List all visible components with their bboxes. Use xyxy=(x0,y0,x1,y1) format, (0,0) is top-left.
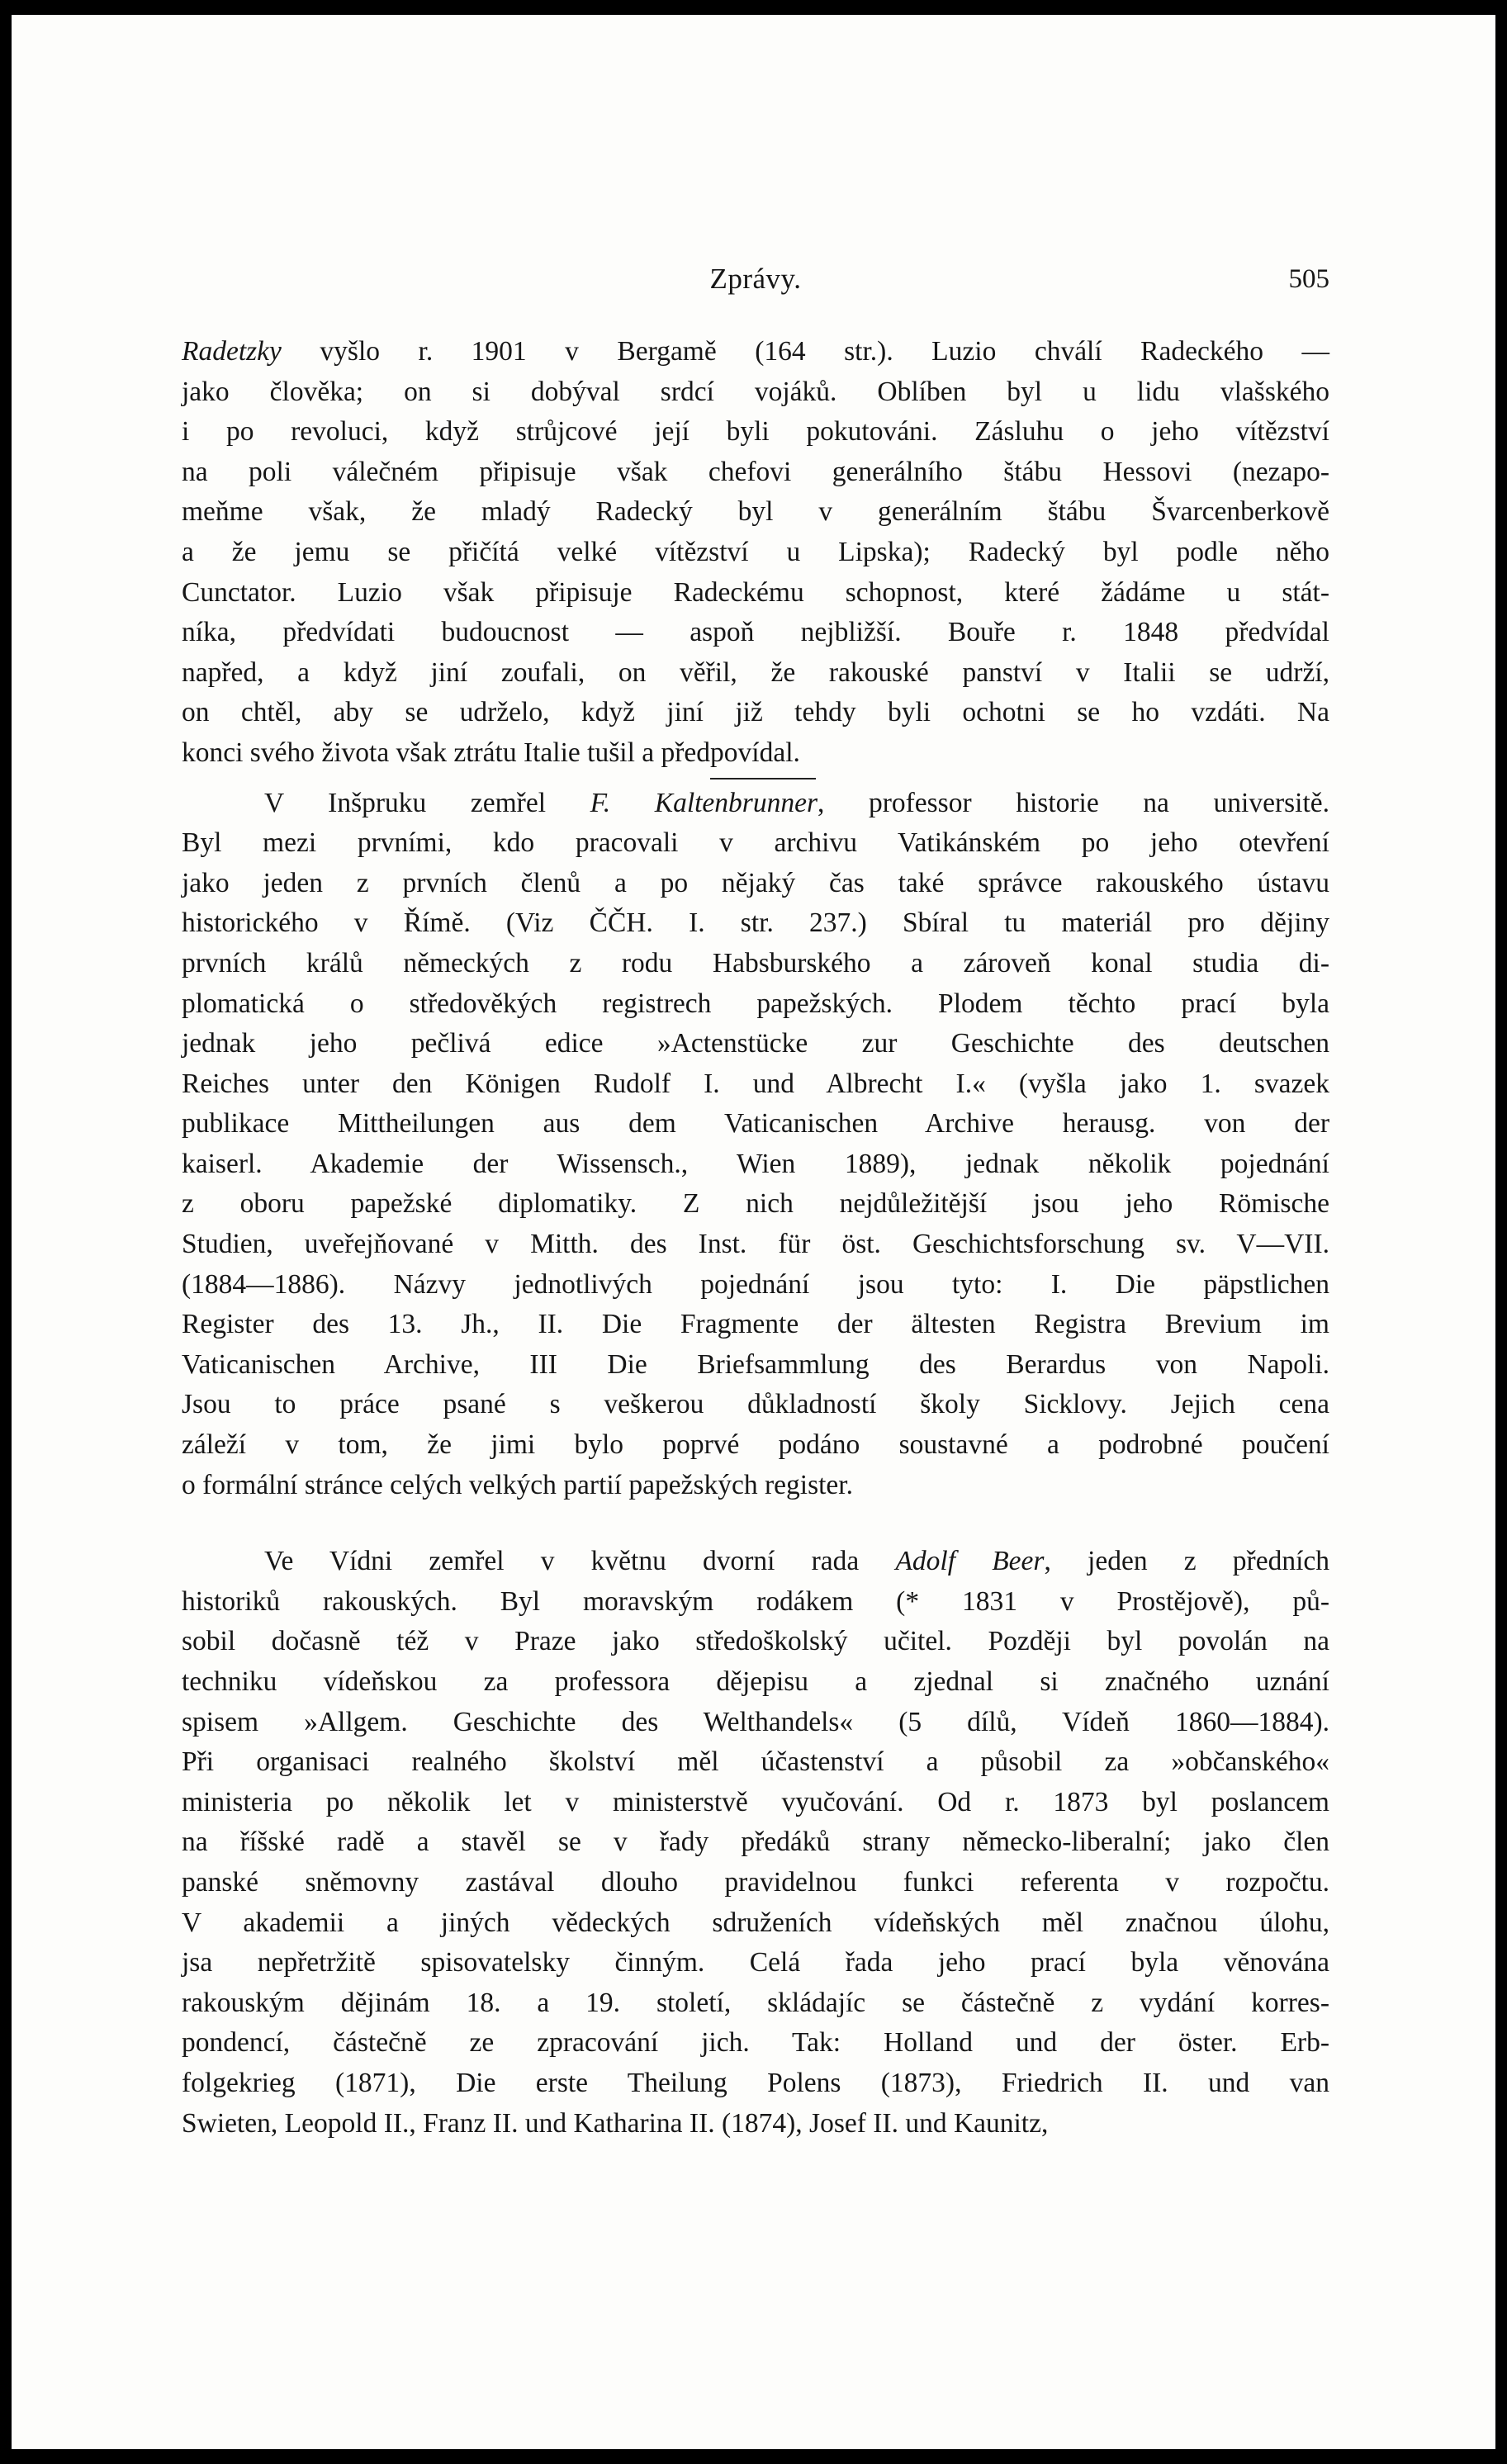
text-line xyxy=(182,1184,1329,1225)
line-text: a že jemu se přičítá velké vítězství u Lipska); Radecký byl podle něho xyxy=(182,536,1329,567)
text-line xyxy=(182,1425,1329,1466)
line-text: jako jeden z prvních členů a po nějaký čas také správce rakouského ústavu xyxy=(182,867,1329,898)
text-line xyxy=(182,1582,1329,1623)
page-header xyxy=(182,263,1329,312)
italic-name: Radetzky xyxy=(182,336,282,367)
text-line xyxy=(182,653,1329,694)
text-line xyxy=(182,1024,1329,1064)
text-line xyxy=(182,1662,1329,1703)
line-text: Swieten, Leopold II., Franz II. und Katharina II. (1874), Josef II. und Kaunitz, xyxy=(182,2107,1049,2139)
line-text: plomatická o středověkých registrech papežských. Plodem těchto prací byla xyxy=(182,988,1329,1019)
text-line xyxy=(182,2023,1329,2064)
line-text: ministeria po několik let v ministerstvě vyučování. Od r. 1873 byl poslancem xyxy=(182,1786,1329,1817)
text-line xyxy=(182,984,1329,1025)
line-text: Register des 13. Jh., II. Die Fragmente der ältesten Registra Brevium im xyxy=(182,1309,1329,1340)
line-text: panské sněmovny zastával dlouho pravidelnou funkci referenta v rozpočtu. xyxy=(182,1866,1329,1898)
line-text: meňme však, že mladý Radecký byl v generálním štábu Švarcenberkově xyxy=(182,496,1329,528)
text-line xyxy=(182,1104,1329,1144)
line-text: rakouským dějinám 18. a 19. století, skládajíc se částečně z vydání korres- xyxy=(182,1987,1329,2018)
article-body xyxy=(182,332,1329,2144)
paragraph-radetzky xyxy=(182,332,1329,774)
text-line xyxy=(182,823,1329,864)
text-line xyxy=(182,1863,1329,1903)
text-line xyxy=(182,693,1329,733)
text-line xyxy=(182,1466,1329,1506)
italic-name: Adolf Beer xyxy=(895,1546,1045,1577)
section-separator xyxy=(710,778,816,779)
line-text: spisem »Allgem. Geschichte des Welthandels« (5 dílů, Vídeň 1860—1884). xyxy=(182,1706,1329,1737)
text-line xyxy=(182,1305,1329,1345)
text-line xyxy=(182,1225,1329,1265)
line-text: napřed, a když jiní zoufali, on věřil, že rakouské panství v Italii se udrží, xyxy=(182,656,1329,688)
line-text: Ve Vídni zemřel v květnu dvorní rada xyxy=(264,1546,896,1577)
line-text: Cunctator. Luzio však připisuje Radeckému schopnost, které žádáme u stát- xyxy=(182,576,1329,608)
line-text: techniku vídeňskou za professora dějepisu a zjednal si značného uznání xyxy=(182,1666,1329,1697)
text-line xyxy=(182,864,1329,904)
line-text: o formální stránce celých velkých partií papežských register. xyxy=(182,1469,853,1500)
text-line xyxy=(182,1783,1329,1823)
line-text: publikace Mittheilungen aus dem Vaticanischen Archive herausg. von der xyxy=(182,1108,1329,1140)
line-text: folgekrieg (1871), Die erste Theilung Polens (1873), Friedrich II. und van xyxy=(182,2067,1329,2098)
text-line xyxy=(182,1943,1329,1983)
text-line xyxy=(182,2104,1329,2144)
text-line xyxy=(182,453,1329,493)
text-line xyxy=(182,1345,1329,1386)
text-line xyxy=(182,492,1329,533)
text-line xyxy=(182,2064,1329,2104)
line-text: , jeden z předních xyxy=(1044,1546,1329,1577)
line-text: Byl mezi prvními, kdo pracovali v archivu Vatikánském po jeho otevření xyxy=(182,827,1329,859)
line-text: pondencí, částečně ze zpracování jich. Tak: Holland und der öster. Erb- xyxy=(182,2027,1329,2059)
line-text: , professor historie na universitě. xyxy=(817,787,1329,818)
italic-name: F. Kaltenbrunner xyxy=(590,787,817,818)
line-text: V akademii a jiných vědeckých sdruženích vídeňských měl značnou úlohu, xyxy=(182,1907,1329,1938)
text-line xyxy=(182,1622,1329,1662)
line-text: Reiches unter den Königen Rudolf I. und Albrecht I.« (vyšla jako 1. svazek xyxy=(182,1068,1329,1099)
text-line xyxy=(182,1542,1329,1582)
line-text: konci svého života však ztrátu Italie tušil a předpovídal. xyxy=(182,737,800,768)
text-line xyxy=(182,1064,1329,1105)
line-text: V Inšpruku zemřel xyxy=(264,787,590,818)
line-text: historického v Římě. (Viz ČČH. I. str. 237.) Sbíral tu materiál pro dějiny xyxy=(182,907,1329,939)
text-line xyxy=(182,1703,1329,1743)
text-line xyxy=(182,944,1329,984)
line-text: jako člověka; on si dobýval srdcí vojáků. Oblíben byl u lidu vlašského xyxy=(182,376,1329,407)
text-line xyxy=(182,1742,1329,1783)
text-line xyxy=(182,1144,1329,1185)
text-line xyxy=(182,1903,1329,1944)
document-page xyxy=(12,15,1495,2449)
line-text: kaiserl. Akademie der Wissensch., Wien 1889), jednak několik pojednání xyxy=(182,1148,1329,1179)
page-number: 505 xyxy=(1288,264,1329,294)
text-line xyxy=(182,412,1329,453)
text-line xyxy=(182,1822,1329,1863)
line-text: vyšlo r. 1901 v Bergamě (164 str.). Luzio chválí Radeckého — xyxy=(281,336,1329,367)
text-line xyxy=(182,332,1329,372)
line-text: historiků rakouských. Byl moravským rodákem (* 1831 v Prostějově), pů- xyxy=(182,1585,1329,1617)
text-line xyxy=(182,1265,1329,1305)
line-text: na říšské radě a stavěl se v řady předáků strany německo-liberalní; jako člen xyxy=(182,1827,1329,1858)
line-text: níka, předvídati budoucnost — aspoň nejbližší. Bouře r. 1848 předvídal xyxy=(182,617,1329,648)
line-text: prvních králů německých z rodu Habsburského a zároveň konal studia di- xyxy=(182,947,1329,978)
line-text: záleží v tom, že jimi bylo poprvé podáno soustavné a podrobné poučení xyxy=(182,1429,1329,1461)
running-title: Zprávy. xyxy=(709,263,802,295)
text-line xyxy=(182,784,1329,824)
line-text: z oboru papežské diplomatiky. Z nich nejdůležitější jsou jeho Römische xyxy=(182,1188,1329,1220)
text-line xyxy=(182,1983,1329,2024)
line-text: na poli válečném připisuje však chefovi generálního štábu Hessovi (nezapo- xyxy=(182,456,1329,487)
text-line xyxy=(182,733,1329,774)
line-text: i po revoluci, když strůjcové její byli pokutováni. Zásluhu o jeho vítězství xyxy=(182,416,1329,448)
line-text: (1884—1886). Názvy jednotlivých pojednání jsou tyto: I. Die päpstlichen xyxy=(182,1268,1329,1300)
line-text: Při organisaci realného školství měl účastenství a působil za »občanského« xyxy=(182,1746,1329,1778)
paragraph-gap xyxy=(182,1505,1329,1542)
line-text: jsa nepřetržitě spisovatelsky činným. Celá řada jeho prací byla věnována xyxy=(182,1947,1329,1978)
line-text: Studien, uveřejňované v Mitth. des Inst. für öst. Geschichtsforschung sv. V—VII. xyxy=(182,1229,1329,1260)
line-text: Vaticanischen Archive, III Die Briefsammlung des Berardus von Napoli. xyxy=(182,1348,1329,1380)
line-text: on chtěl, aby se udrželo, když jiní již tehdy byli ochotni se ho vzdáti. Na xyxy=(182,697,1329,728)
text-line xyxy=(182,613,1329,653)
text-line xyxy=(182,573,1329,614)
paragraph-kaltenbrunner xyxy=(182,784,1329,1506)
paragraph-beer xyxy=(182,1542,1329,2144)
text-line xyxy=(182,533,1329,573)
line-text: jednak jeho pečlivá edice »Actenstücke zur Geschichte des deutschen xyxy=(182,1028,1329,1059)
text-line xyxy=(182,1385,1329,1425)
line-text: sobil dočasně též v Praze jako středoškolský učitel. Později byl povolán na xyxy=(182,1626,1329,1657)
text-line xyxy=(182,903,1329,944)
text-line xyxy=(182,372,1329,413)
line-text: Jsou to práce psané s veškerou důkladností školy Sicklovy. Jejich cena xyxy=(182,1389,1329,1420)
